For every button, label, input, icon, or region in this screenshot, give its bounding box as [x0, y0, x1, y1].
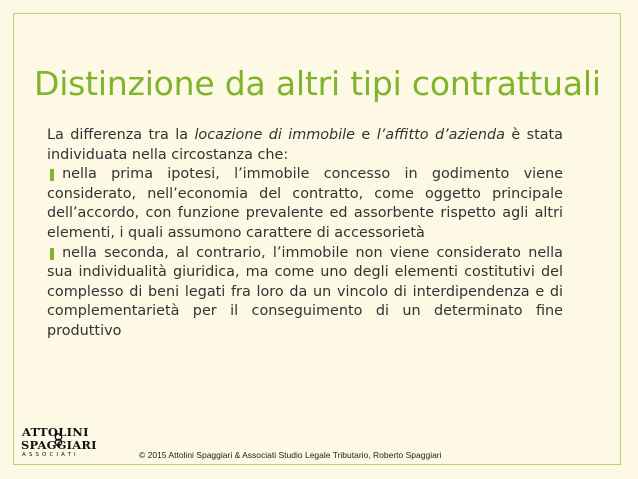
intro-paragraph — [47, 126, 563, 165]
bullet-text-1: nella prima ipotesi, l’immobile concesso in godimento viene considerato, nell’economia del contratto, come oggetto principale dell’accordo, con funzione prevalente ed assorbente rispetto agli altri elementi, i quali assumono carattere di accessorietà — [47, 166, 563, 241]
logo-line-2: SPAGGIARI — [21, 438, 97, 452]
bullet-item-2 — [47, 244, 563, 342]
intro-text-2: e — [355, 127, 377, 143]
logo-line-1: ATTOLINI — [22, 425, 89, 439]
bullet-item-1 — [47, 165, 563, 243]
slide-body — [47, 126, 563, 342]
intro-italic-2: l’affitto d’azienda — [376, 127, 505, 143]
logo-knot-icon — [53, 432, 64, 447]
square-bullet-icon: ❚ — [47, 167, 58, 182]
slide-title: Distinzione da altri tipi contrattuali — [34, 64, 601, 103]
intro-italic-1: locazione di immobile — [194, 127, 356, 143]
intro-text-1: La differenza tra la — [47, 127, 195, 143]
footer-copyright: © 2015 Attolini Spaggiari & Associati Studio Legale Tributario, Roberto Spaggiari — [139, 450, 442, 460]
logo-line-3: ASSOCIATI — [22, 452, 79, 458]
firm-logo — [21, 425, 97, 459]
square-bullet-icon: ❚ — [47, 245, 58, 260]
intro-text-3: è stata individuata nella circostanza che: — [47, 127, 563, 163]
bullet-text-2: nella seconda, al contrario, l’immobile non viene considerato nella sua individualità giuridica, ma come uno degli elementi costitutivi del complesso di beni legati fra loro da un vincolo di interdipendenza e di complementarietà per il conseguimento di un determinato fine produttivo — [47, 244, 563, 339]
